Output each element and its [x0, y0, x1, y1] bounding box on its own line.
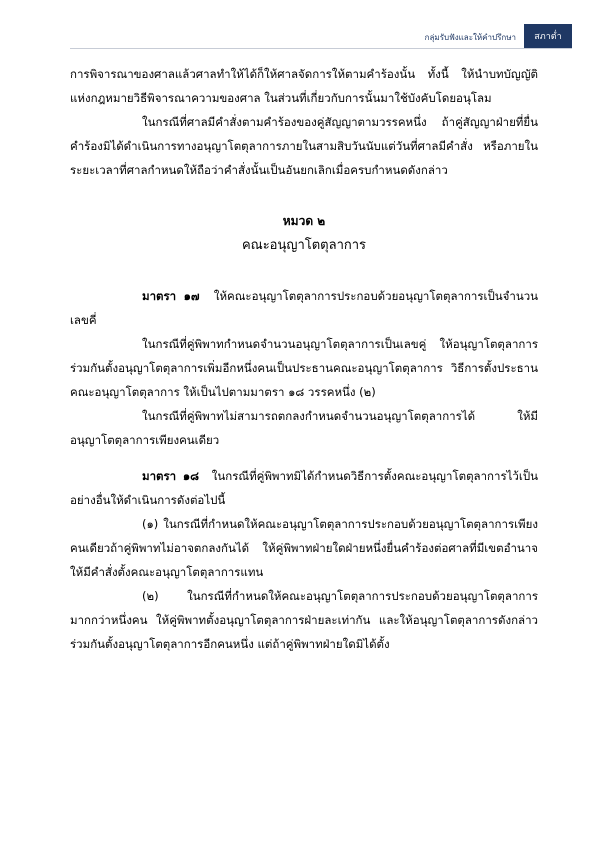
paragraph-court-order: ในกรณีที่ศาลมีคำสั่งตามคำร้องของคู่สัญญาตามวรรคหนึ่ง ถ้าคู่สัญญาฝ่ายที่ยื่นคำร้องมิได้ดำเนินการทางอนุญาโตตุลาการภายในสามสิบวันนับแต่วันที่ศาลมีคำสั่ง หรือภายในระยะเวลาที่ศาลกำหนดให้ถือว่าคำสั่งนั้นเป็นอันยกเลิกเมื่อครบกำหนดดังกล่าว [70, 115, 538, 177]
section-18-item-2: (๒) ในกรณีที่กำหนดให้คณะอนุญาโตตุลาการประกอบด้วยอนุญาโตตุลาการมากกว่าหนึ่งคน ให้คู่พิพาทตั้งอนุญาโตตุลาการฝ่ายละเท่ากัน และให้อนุญาโตตุลาการดังกล่าวร่วมกันตั้งอนุญาโตตุลาการอีกคนหนึ่ง แต่ถ้าคู่พิพาทฝ่ายใดมิได้ตั้ง [70, 589, 538, 651]
chapter-heading [70, 209, 538, 259]
header-department: กลุ่มรับฟังและให้คำปรึกษา [424, 33, 516, 42]
section-17-paragraph-2: ในกรณีที่คู่พิพาทกำหนดจำนวนอนุญาโตตุลาการเป็นเลขคู่ ให้อนุญาโตตุลาการร่วมกันตั้งอนุญาโตตุลาการเพิ่มอีกหนึ่งคนเป็นประธานคณะอนุญาโตตุลาการ วิธีการตั้งประธานคณะอนุญาโตตุลาการ ให้เป็นไปตามมาตรา ๑๘ วรรคหนึ่ง (๒) [70, 337, 538, 399]
section-18-text-1: ในกรณีที่คู่พิพาทมิได้กำหนดวิธีการตั้งคณะอนุญาโตตุลาการไว้เป็นอย่างอื่นให้ดำเนินการดังต่อไปนี้ [70, 469, 538, 507]
paragraph-continuation: การพิจารณาของศาลแล้วศาลทำให้ได้ก็ให้ศาลจัดการให้ตามคำร้องนั้น ทั้งนี้ ให้นำบทบัญญัติแห่งกฎหมายวิธีพิจารณาความของศาล ในส่วนที่เกี่ยวกับการนั้นมาใช้บังคับโดยอนุโลม [70, 67, 538, 105]
section-18-paragraph-1 [70, 464, 538, 512]
chapter-title: หมวด ๒ [282, 214, 326, 228]
section-18-label: มาตรา ๑๘ [142, 469, 200, 483]
section-17-paragraph-1 [70, 284, 538, 332]
document-body [70, 62, 538, 656]
section-17-label: มาตรา ๑๗ [142, 289, 200, 303]
section-17-text-1: ให้คณะอนุญาโตตุลาการประกอบด้วยอนุญาโตตุลาการเป็นจำนวนเลขคี่ [70, 289, 539, 327]
header-tab-label: สภาต่ำ [524, 24, 572, 48]
chapter-subtitle: คณะอนุญาโตตุลาการ [241, 238, 367, 253]
header-divider [70, 48, 572, 49]
section-17-paragraph-3: ในกรณีที่คู่พิพาทไม่สามารถตกลงกำหนดจำนวนอนุญาโตตุลาการได้ ให้มีอนุญาโตตุลาการเพียงคนเดียว [70, 409, 538, 447]
section-18-item-1: (๑) ในกรณีที่กำหนดให้คณะอนุญาโตตุลาการประกอบด้วยอนุญาโตตุลาการเพียงคนเดียวถ้าคู่พิพาทไม่อาจตกลงกันได้ ให้คู่พิพาทฝ่ายใดฝ่ายหนึ่งยื่นคำร้องต่อศาลที่มีเขตอำนาจให้มีคำสั่งตั้งคณะอนุญาโตตุลาการแทน [70, 517, 538, 579]
